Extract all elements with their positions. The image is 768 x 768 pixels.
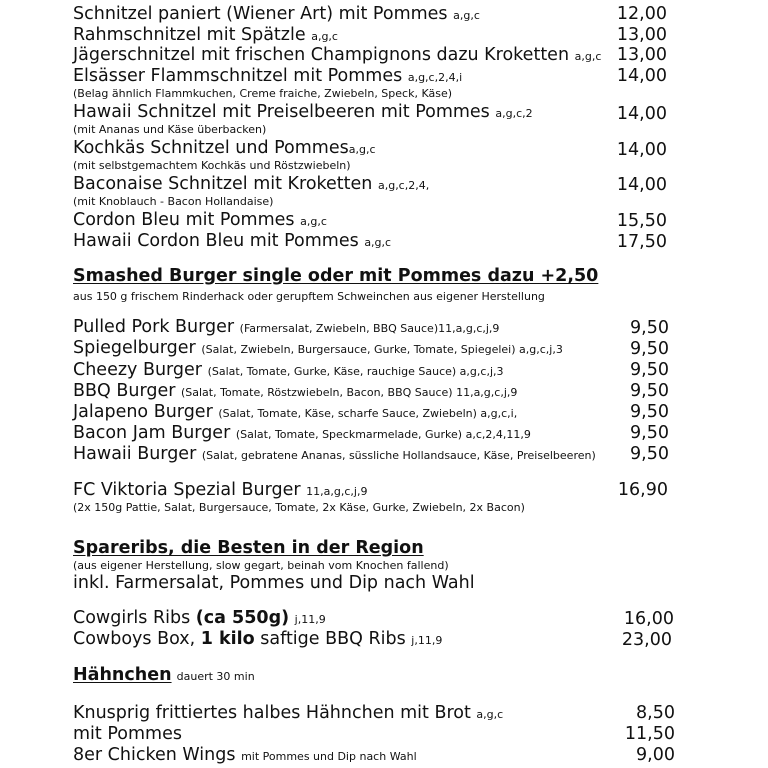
item-note: (mit Knoblauch - Bacon Hollandaise)	[73, 195, 274, 208]
item-price: 14,00	[616, 104, 667, 124]
allergens: a,g,c,2,4,	[377, 179, 430, 192]
item-weight: 1 kilo	[200, 629, 255, 649]
item-name: Hawaii Schnitzel mit Preiselbeeren mit Pommes	[73, 102, 490, 122]
menu-item-schnitzel-wiener	[73, 6, 480, 24]
item-price: 14,00	[616, 66, 667, 86]
item-name: Cheezy Burger	[73, 360, 203, 380]
item-price: 9,50	[630, 423, 669, 443]
menu-item-cowboys-box	[73, 631, 442, 649]
item-price: 9,50	[630, 318, 669, 338]
allergens: a,g,c,2,4,i	[407, 71, 463, 84]
item-note: (mit Ananas und Käse überbacken)	[73, 123, 267, 136]
item-name: Cordon Bleu mit Pommes	[73, 210, 295, 230]
allergens: a,g,c	[348, 143, 376, 156]
section-heading-haehnchen: Hähnchen	[73, 665, 172, 685]
item-name: Hawaii Cordon Bleu mit Pommes	[73, 231, 359, 251]
item-name: BBQ Burger	[73, 381, 176, 401]
menu-item-hawaii-burger	[73, 446, 596, 464]
menu-item-elsaesser-flammschnitzel	[73, 68, 462, 86]
section-subheading-burger: aus 150 g frischem Rinderhack oder gerupftem Schweinchen aus eigener Herstellung	[73, 290, 545, 303]
menu-item-jalapeno-burger	[73, 404, 517, 422]
menu-item-haehnchen-mit-pommes	[73, 726, 182, 744]
item-name: Cowgirls Ribs	[73, 608, 196, 628]
item-price: 13,00	[616, 45, 667, 65]
allergens: a,g,c	[311, 30, 338, 43]
section-heading-haehnchen-row	[73, 667, 255, 685]
section-subheading-haehnchen: dauert 30 min	[176, 670, 255, 683]
item-description: (Salat, Tomate, Speckmarmelade, Gurke) a,c,2,4,11,9	[235, 428, 531, 441]
item-weight: (ca 550g)	[195, 608, 290, 628]
item-name: Kochkäs Schnitzel und Pommes	[73, 138, 349, 158]
allergens: a,g,c	[300, 215, 327, 228]
item-description: (Salat, Tomate, Käse, scharfe Sauce, Zwiebeln) a,g,c,i,	[218, 407, 518, 420]
item-name: Hawaii Burger	[73, 444, 197, 464]
item-name: Schnitzel paniert (Wiener Art) mit Pommes	[73, 4, 448, 24]
item-note: (Belag ähnlich Flammkuchen, Creme fraiche, Zwiebeln, Speck, Käse)	[73, 87, 453, 100]
item-name: Bacon Jam Burger	[73, 423, 231, 443]
item-price: 13,00	[616, 25, 667, 45]
menu-item-kochkaes-schnitzel	[73, 140, 376, 158]
item-note: (2x 150g Pattie, Salat, Burgersauce, Tomate, 2x Käse, Gurke, Zwiebeln, 2x Bacon)	[73, 501, 525, 514]
menu-item-halbes-haehnchen	[73, 705, 503, 723]
item-name: FC Viktoria Spezial Burger	[73, 480, 301, 500]
allergens: j,11,9	[411, 634, 443, 647]
item-name: Knusprig frittiertes halbes Hähnchen mit Brot	[73, 703, 471, 723]
allergens: a,g,c	[364, 236, 392, 249]
item-price: 12,00	[616, 4, 667, 24]
item-name: mit Pommes	[73, 724, 182, 744]
item-price: 11,50	[624, 724, 675, 744]
section-subheading-spareribs: (aus eigener Herstellung, slow gegart, beinah vom Knochen fallend)	[73, 559, 449, 572]
menu-item-hawaii-schnitzel	[73, 104, 533, 122]
menu-item-pulled-pork-burger	[73, 319, 499, 337]
menu-item-hawaii-cordon-bleu	[73, 233, 391, 251]
item-description: (Salat, Zwiebeln, Burgersauce, Gurke, Tomate, Spiegelei) a,g,c,j,3	[201, 343, 563, 356]
item-price: 16,00	[623, 609, 674, 629]
allergens: a,g,c,2	[495, 107, 533, 120]
item-price: 9,50	[630, 444, 669, 464]
menu-item-cowgirls-ribs	[73, 610, 326, 628]
item-name: 8er Chicken Wings	[73, 745, 236, 765]
allergens: 11,a,g,c,j,9	[306, 485, 368, 498]
allergens: j,11,9	[294, 613, 326, 626]
section-heading-spareribs: Spareribs, die Besten in der Region	[73, 538, 424, 558]
item-description: (Salat, Tomate, Röstzwiebeln, Bacon, BBQ Sauce) 11,a,g,c,j,9	[180, 386, 518, 399]
item-name: Pulled Pork Burger	[73, 317, 235, 337]
item-name: Elsässer Flammschnitzel mit Pommes	[73, 66, 403, 86]
item-description: (Salat, Tomate, Gurke, Käse, rauchige Sauce) a,g,c,j,3	[207, 365, 504, 378]
allergens: a,g,c	[476, 708, 504, 721]
item-note: (mit selbstgemachtem Kochkäs und Röstzwiebeln)	[73, 159, 351, 172]
section-heading-burger: Smashed Burger single oder mit Pommes dazu +2,50	[73, 266, 599, 286]
spareribs-includes: inkl. Farmersalat, Pommes und Dip nach Wahl	[73, 573, 475, 593]
item-price: 8,50	[636, 703, 675, 723]
menu-item-baconaise-schnitzel	[73, 176, 429, 194]
allergens: a,g,c	[453, 9, 480, 22]
menu-item-bbq-burger	[73, 383, 517, 401]
item-description: (Farmersalat, Zwiebeln, BBQ Sauce)11,a,g,c,j,9	[239, 322, 500, 335]
item-price: 16,90	[617, 480, 668, 500]
item-name: Rahmschnitzel mit Spätzle	[73, 25, 306, 45]
item-price: 9,50	[630, 339, 669, 359]
item-name: Cowboys Box,	[73, 629, 201, 649]
menu-item-spiegelburger	[73, 340, 563, 358]
menu-item-chicken-wings	[73, 747, 417, 765]
menu-item-rahmschnitzel	[73, 27, 338, 45]
item-price: 9,50	[630, 360, 669, 380]
item-price: 14,00	[616, 175, 667, 195]
item-description: (Salat, gebratene Ananas, süssliche Hollandsauce, Käse, Preiselbeeren)	[201, 449, 596, 462]
item-name-suffix: saftige BBQ Ribs	[254, 629, 406, 649]
item-price: 17,50	[616, 232, 667, 252]
allergens: a,g,c	[574, 50, 602, 63]
item-price: 9,00	[636, 745, 675, 765]
item-price: 15,50	[616, 211, 667, 231]
item-price: 23,00	[621, 630, 672, 650]
item-price: 9,50	[630, 402, 669, 422]
item-note: mit Pommes und Dip nach Wahl	[241, 750, 417, 763]
item-name: Spiegelburger	[73, 338, 196, 358]
menu-item-jaegerschnitzel	[73, 47, 601, 65]
item-price: 9,50	[630, 381, 669, 401]
menu-item-fc-viktoria-spezial-burger	[73, 482, 367, 500]
menu-item-bacon-jam-burger	[73, 425, 531, 443]
item-name: Baconaise Schnitzel mit Kroketten	[73, 174, 373, 194]
menu-item-cheezy-burger	[73, 362, 504, 380]
item-name: Jalapeno Burger	[73, 402, 213, 422]
item-price: 14,00	[616, 140, 667, 160]
item-name: Jägerschnitzel mit frischen Champignons dazu Kroketten	[73, 45, 570, 65]
menu-item-cordon-bleu	[73, 212, 327, 230]
